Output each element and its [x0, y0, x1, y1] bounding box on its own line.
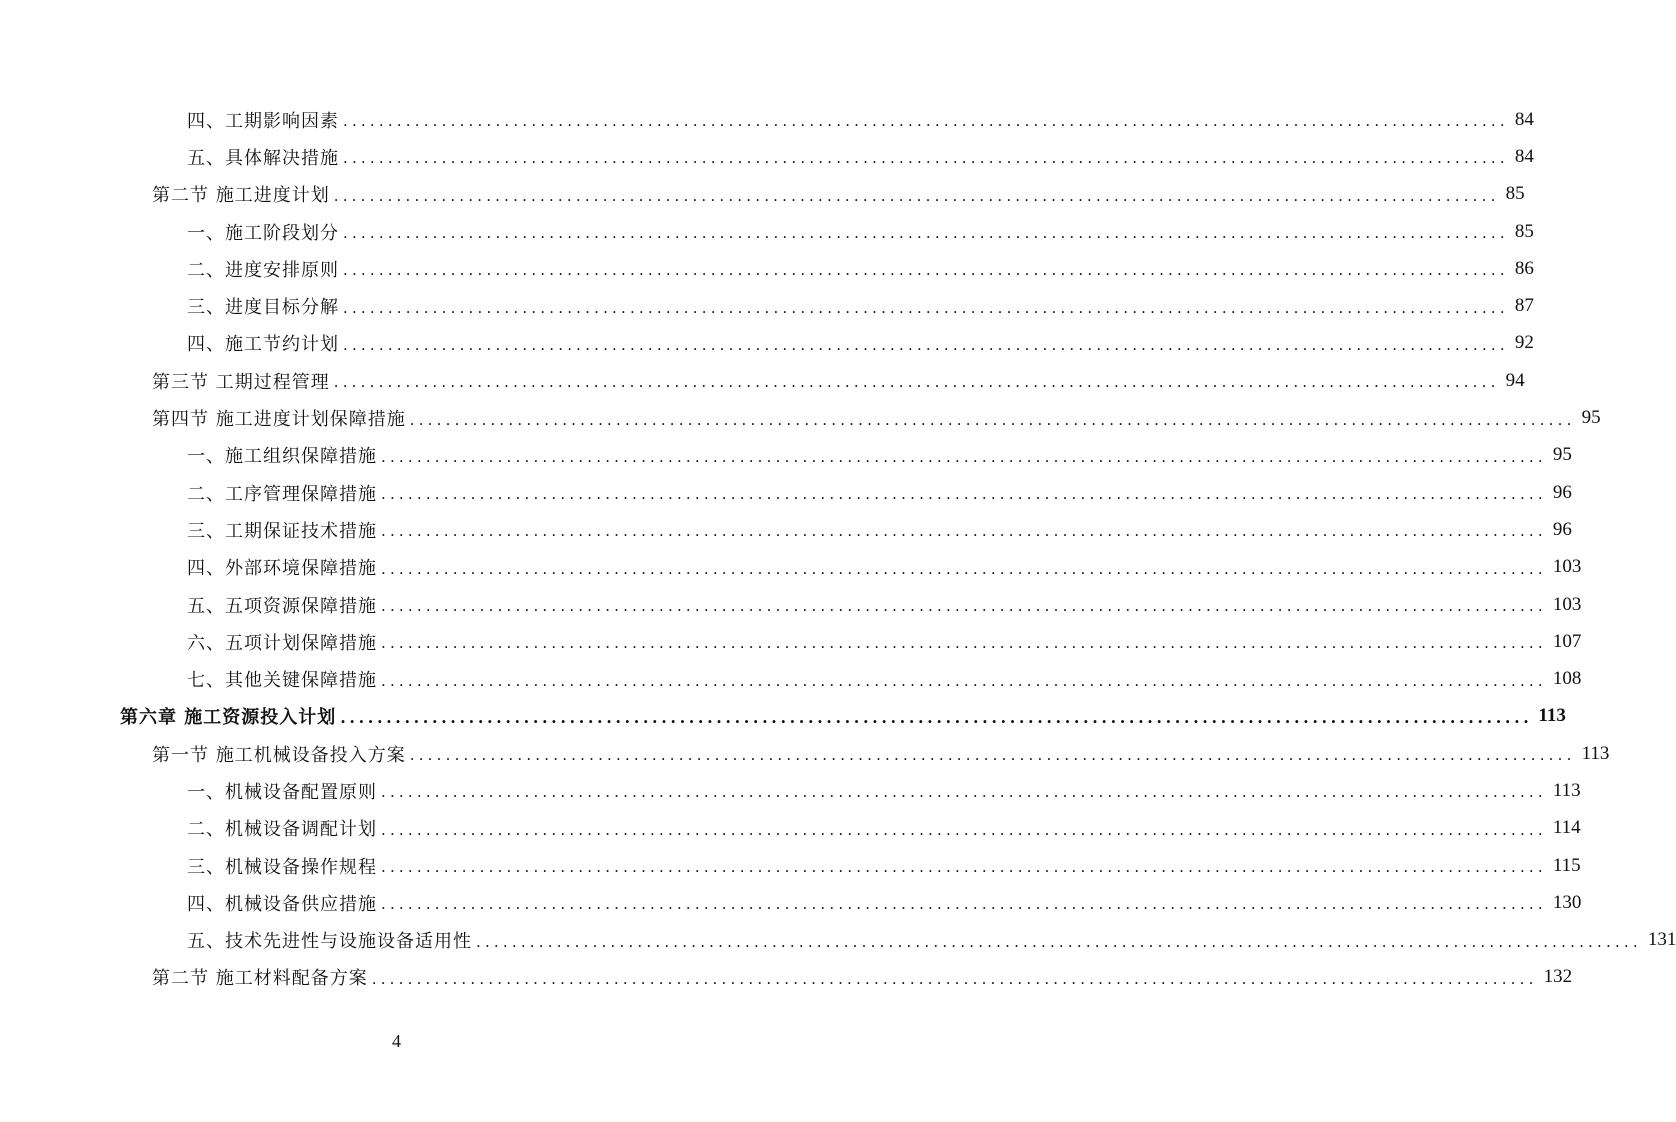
toc-dot-leader: ..................................................................................................................................	[381, 671, 1547, 690]
toc-dot-leader: ..................................................................................................................................	[409, 410, 1576, 429]
toc-entry[interactable]	[0, 138, 1534, 175]
toc-entry-title: 第二节 施工材料配备方案	[152, 968, 368, 990]
toc-entry[interactable]	[0, 772, 1581, 809]
toc-entry[interactable]	[0, 511, 1572, 548]
toc-dot-leader: ..................................................................................................................................	[333, 186, 1500, 205]
table-of-contents	[0, 101, 1676, 996]
toc-dot-leader: ..................................................................................................................................	[371, 969, 1538, 988]
toc-entry-page: 103	[1552, 593, 1582, 615]
toc-entry-page: 85	[1505, 183, 1525, 205]
toc-entry[interactable]	[0, 959, 1573, 996]
toc-entry-page: 113	[1552, 779, 1581, 801]
toc-entry-title: 三、进度目标分解	[187, 297, 339, 319]
toc-entry-title: 一、机械设备配置原则	[187, 781, 377, 803]
toc-dot-leader: ..................................................................................................................................	[343, 149, 1509, 168]
toc-entry-page: 84	[1514, 145, 1534, 167]
toc-entry[interactable]	[0, 922, 1676, 959]
toc-entry[interactable]	[0, 586, 1582, 623]
toc-dot-leader: ..................................................................................................................................	[343, 298, 1509, 317]
toc-dot-leader: ..................................................................................................................................	[381, 858, 1547, 877]
toc-entry-page: 113	[1538, 705, 1566, 727]
toc-entry-page: 94	[1505, 369, 1525, 391]
toc-dot-leader: ..................................................................................................................................	[381, 783, 1547, 802]
toc-entry-page: 96	[1552, 481, 1572, 503]
toc-entry[interactable]	[0, 325, 1534, 362]
toc-dot-leader: ..................................................................................................................................	[381, 447, 1547, 466]
toc-entry-title: 五、五项资源保障措施	[187, 595, 377, 617]
toc-entry-page: 92	[1514, 332, 1534, 354]
toc-entry-page: 114	[1552, 817, 1581, 839]
toc-dot-leader: ..................................................................................................................................	[381, 895, 1547, 914]
toc-entry-title: 二、机械设备调配计划	[187, 819, 377, 841]
toc-entry-title: 二、进度安排原则	[187, 259, 339, 281]
toc-entry-title: 第二节 施工进度计划	[152, 185, 330, 207]
toc-entry-page: 132	[1543, 966, 1573, 988]
toc-chapter-entry[interactable]	[0, 698, 1566, 735]
toc-entry-title: 第一节 施工机械设备投入方案	[152, 744, 406, 766]
toc-entry[interactable]	[0, 884, 1582, 921]
toc-entry-title: 四、施工节约计划	[187, 334, 339, 356]
toc-entry-title: 六、五项计划保障措施	[187, 632, 377, 654]
toc-entry-title: 第六章 施工资源投入计划	[120, 707, 337, 729]
toc-dot-leader: ..................................................................................................................................	[381, 522, 1547, 541]
toc-dot-leader: ..................................................................................................................................	[381, 820, 1547, 839]
toc-entry-title: 二、工序管理保障措施	[187, 483, 377, 505]
toc-entry-title: 第三节 工期过程管理	[152, 371, 330, 393]
toc-dot-leader: ..................................................................................................................................	[476, 932, 1642, 951]
toc-dot-leader: ..................................................................................................................................	[381, 634, 1547, 653]
toc-entry[interactable]	[0, 735, 1610, 772]
toc-entry-title: 七、其他关键保障措施	[187, 670, 377, 692]
toc-entry-page: 95	[1552, 444, 1572, 466]
toc-entry-title: 四、工期影响因素	[187, 110, 339, 132]
toc-dot-leader: ..................................................................................................................................	[381, 597, 1547, 615]
toc-dot-leader: ..................................................................................................................................	[409, 746, 1576, 765]
toc-entry[interactable]	[0, 250, 1534, 287]
toc-entry[interactable]	[0, 176, 1525, 213]
toc-entry[interactable]	[0, 623, 1582, 660]
page-number: 4	[392, 1031, 401, 1051]
toc-dot-leader: ..................................................................................................................................	[343, 335, 1509, 354]
toc-entry-title: 一、施工阶段划分	[187, 222, 339, 244]
toc-entry-page: 86	[1514, 257, 1534, 279]
toc-entry[interactable]	[0, 810, 1581, 847]
toc-dot-leader: ..................................................................................................................................	[343, 112, 1509, 131]
toc-entry-title: 五、具体解决措施	[187, 147, 339, 169]
toc-dot-leader: ..................................................................................................................................	[381, 559, 1547, 578]
toc-entry-title: 第四节 施工进度计划保障措施	[152, 409, 406, 431]
toc-entry-title: 三、工期保证技术措施	[187, 520, 377, 542]
toc-entry-title: 三、机械设备操作规程	[187, 856, 377, 878]
toc-entry[interactable]	[0, 213, 1534, 250]
toc-entry-page: 108	[1552, 668, 1582, 690]
toc-entry-page: 87	[1514, 295, 1534, 317]
toc-entry-page: 96	[1552, 518, 1572, 540]
toc-entry-page: 103	[1552, 556, 1582, 578]
toc-entry-title: 五、技术先进性与设施设备适用性	[187, 931, 472, 953]
toc-entry-page: 113	[1581, 742, 1610, 764]
toc-entry-page: 130	[1552, 891, 1582, 913]
toc-entry-title: 四、外部环境保障措施	[187, 558, 377, 580]
toc-entry[interactable]	[0, 437, 1572, 474]
toc-dot-leader: ..................................................................................................................................	[343, 224, 1509, 243]
toc-entry-page: 85	[1514, 220, 1534, 242]
toc-entry[interactable]	[0, 399, 1601, 436]
toc-entry[interactable]	[0, 660, 1582, 697]
toc-entry-page: 107	[1552, 630, 1582, 652]
toc-entry[interactable]	[0, 101, 1534, 138]
toc-entry-page: 95	[1581, 407, 1601, 429]
toc-entry[interactable]	[0, 362, 1525, 399]
toc-entry-page: 115	[1552, 854, 1581, 876]
toc-entry-title: 四、机械设备供应措施	[187, 893, 377, 915]
toc-entry-page: 131	[1647, 929, 1676, 951]
toc-entry[interactable]	[0, 847, 1581, 884]
toc-dot-leader: ..................................................................................................................................	[340, 708, 1533, 728]
toc-entry-page: 84	[1514, 108, 1534, 130]
toc-dot-leader: ..................................................................................................................................	[333, 373, 1500, 392]
toc-dot-leader: ..................................................................................................................................	[343, 261, 1509, 280]
toc-entry[interactable]	[0, 549, 1582, 586]
toc-dot-leader: ..................................................................................................................................	[381, 485, 1547, 504]
toc-entry[interactable]	[0, 287, 1534, 324]
toc-entry[interactable]	[0, 474, 1572, 511]
toc-entry-title: 一、施工组织保障措施	[187, 446, 377, 468]
